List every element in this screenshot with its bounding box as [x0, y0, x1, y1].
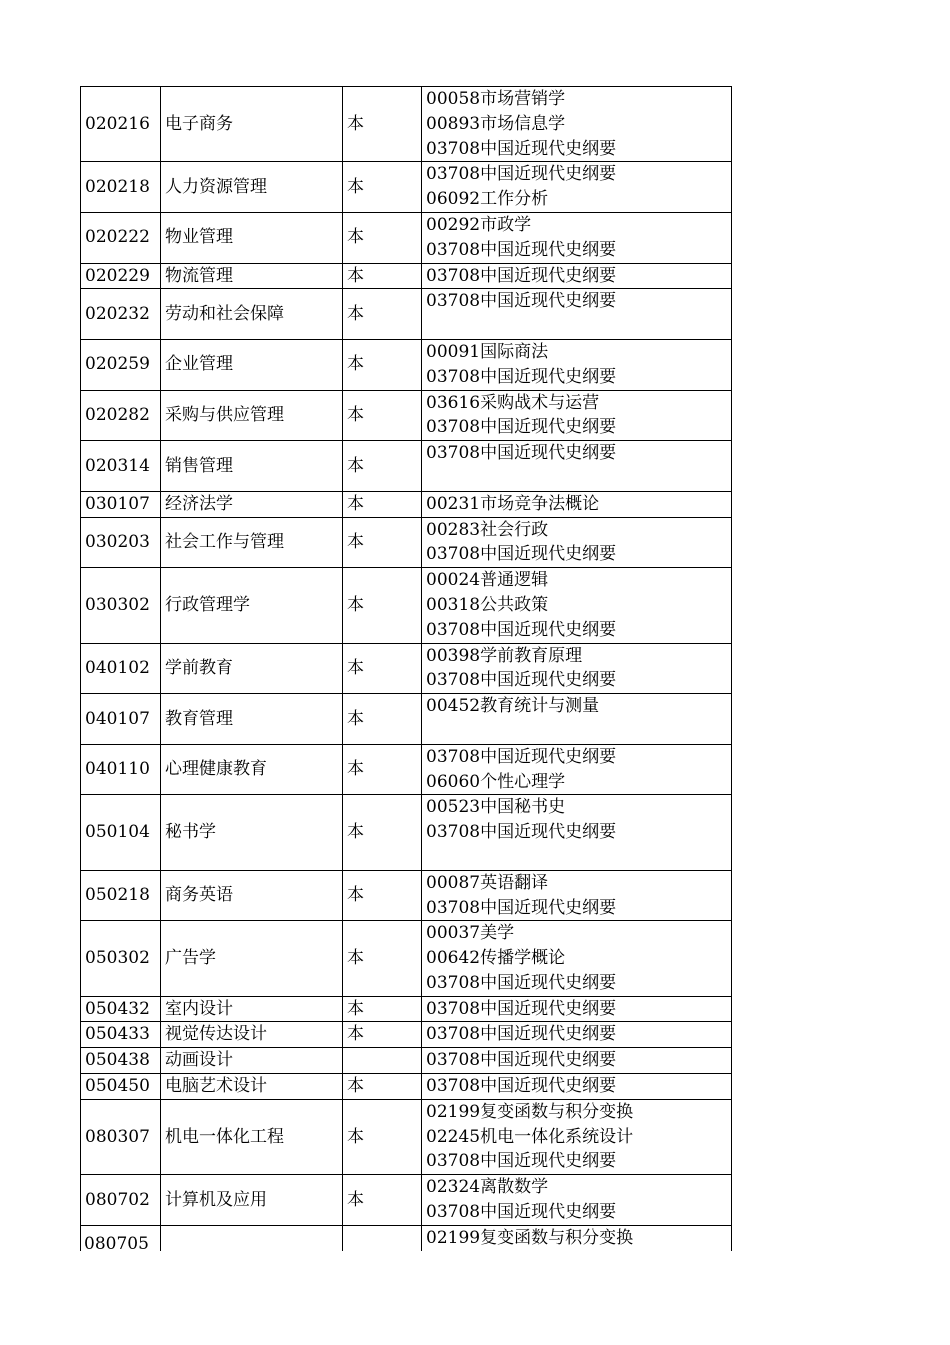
courses-cell [422, 212, 732, 263]
course-item: 00318公共政策 [426, 594, 549, 615]
major-name-cell: 电子商务 [161, 87, 343, 162]
major-name-cell: 经济法学 [161, 491, 343, 517]
course-item: 00024普通逻辑 [426, 570, 549, 591]
course-item: 00231市场竞争法概论 [426, 493, 600, 514]
major-code-cell: 040107 [81, 694, 161, 745]
course-item: 03708中国近现代史纲要 [426, 239, 617, 260]
courses-cell [422, 795, 732, 870]
level-cell: 本 [343, 263, 422, 289]
level-cell: 本 [343, 289, 422, 340]
major-name-cell: 企业管理 [161, 339, 343, 390]
table-row [81, 694, 732, 745]
major-code-cell: 020232 [81, 289, 161, 340]
table-row [81, 87, 732, 162]
table-row [81, 568, 732, 643]
course-item: 03708中国近现代史纲要 [426, 619, 617, 640]
major-code-cell: 050433 [81, 1022, 161, 1048]
course-item: 00037美学 [426, 923, 515, 944]
major-name-cell: 物流管理 [161, 263, 343, 289]
major-code-cell: 020229 [81, 263, 161, 289]
table-row [81, 339, 732, 390]
course-item: 06092工作分析 [426, 189, 549, 210]
courses-cell [422, 870, 732, 921]
major-code-cell: 050432 [81, 996, 161, 1022]
major-name-cell: 机电一体化工程 [161, 1099, 343, 1174]
table-row [81, 643, 732, 694]
course-item: 00087英语翻译 [426, 872, 549, 893]
course-item: 03708中国近现代史纲要 [426, 1202, 617, 1223]
course-item: 06060个性心理学 [426, 771, 566, 792]
major-name-cell: 社会工作与管理 [161, 517, 343, 568]
course-item: 03708中国近现代史纲要 [426, 291, 617, 312]
table-row [81, 441, 732, 492]
trailing-major-code: 080705 [84, 1234, 149, 1254]
courses-cell [422, 87, 732, 162]
courses-cell [422, 1048, 732, 1074]
course-item: 03708中国近现代史纲要 [426, 138, 617, 159]
course-item: 03708中国近现代史纲要 [426, 972, 617, 993]
major-name-cell: 动画设计 [161, 1048, 343, 1074]
level-cell: 本 [343, 694, 422, 745]
table-row [81, 1225, 732, 1250]
major-code-cell: 050104 [81, 795, 161, 870]
course-item: 00523中国秘书史 [426, 797, 566, 818]
level-cell: 本 [343, 996, 422, 1022]
table-row [81, 744, 732, 795]
course-table-body [81, 87, 732, 1251]
courses-cell [422, 643, 732, 694]
course-item: 00058市场营销学 [426, 89, 566, 109]
level-cell: 本 [343, 744, 422, 795]
major-code-cell: 080307 [81, 1099, 161, 1174]
course-item: 02199复变函数与积分变换 [426, 1101, 634, 1122]
major-code-cell: 040102 [81, 643, 161, 694]
major-name-cell: 劳动和社会保障 [161, 289, 343, 340]
course-item: 02324离散数学 [426, 1177, 549, 1198]
table-row [81, 1099, 732, 1174]
course-item: 03708中国近现代史纲要 [426, 1024, 617, 1045]
major-name-cell: 视觉传达设计 [161, 1022, 343, 1048]
course-item: 03708中国近现代史纲要 [426, 265, 617, 286]
courses-cell [422, 921, 732, 996]
course-item: 00398学前教育原理 [426, 645, 583, 666]
courses-cell [422, 1074, 732, 1100]
major-name-cell: 广告学 [161, 921, 343, 996]
major-name-cell: 人力资源管理 [161, 162, 343, 213]
course-item: 03708中国近现代史纲要 [426, 746, 617, 767]
major-name-cell: 销售管理 [161, 441, 343, 492]
major-code-cell: 050438 [81, 1048, 161, 1074]
major-name-cell: 室内设计 [161, 996, 343, 1022]
course-item: 03708中国近现代史纲要 [426, 1050, 617, 1071]
major-name-cell: 教育管理 [161, 694, 343, 745]
courses-cell [422, 441, 732, 492]
major-code-cell: 020314 [81, 441, 161, 492]
courses-cell [422, 263, 732, 289]
level-cell: 本 [343, 795, 422, 870]
table-row [81, 1022, 732, 1048]
level-cell: 本 [343, 390, 422, 441]
courses-cell [422, 744, 732, 795]
courses-cell [422, 694, 732, 745]
level-cell: 本 [343, 870, 422, 921]
courses-cell [422, 390, 732, 441]
course-item: 03708中国近现代史纲要 [426, 443, 617, 464]
course-item: 02199复变函数与积分变换 [426, 1227, 634, 1248]
level-cell: 本 [343, 517, 422, 568]
course-item: 03708中国近现代史纲要 [426, 366, 617, 387]
course-item: 03708中国近现代史纲要 [426, 544, 617, 565]
course-item: 03708中国近现代史纲要 [426, 1076, 617, 1097]
table-row [81, 1048, 732, 1074]
table-row [81, 1074, 732, 1100]
table-row [81, 289, 732, 340]
table-row [81, 517, 732, 568]
major-code-cell: 020282 [81, 390, 161, 441]
level-cell: 本 [343, 568, 422, 643]
course-item: 03708中国近现代史纲要 [426, 1151, 617, 1172]
major-name-cell: 物业管理 [161, 212, 343, 263]
major-name-cell: 商务英语 [161, 870, 343, 921]
courses-cell [422, 1175, 732, 1226]
courses-cell [422, 996, 732, 1022]
course-item: 03708中国近现代史纲要 [426, 822, 617, 843]
major-code-cell: 020259 [81, 339, 161, 390]
courses-cell [422, 289, 732, 340]
major-code-cell: 030107 [81, 491, 161, 517]
course-item: 02245机电一体化系统设计 [426, 1126, 634, 1147]
major-code-cell: 020222 [81, 212, 161, 263]
course-item: 00893市场信息学 [426, 113, 566, 134]
major-code-cell: 020216 [81, 87, 161, 162]
table-row [81, 263, 732, 289]
level-cell: 本 [343, 921, 422, 996]
level-cell: 本 [343, 162, 422, 213]
table-row [81, 1175, 732, 1226]
major-name-cell: 秘书学 [161, 795, 343, 870]
level-cell: 本 [343, 643, 422, 694]
major-name-cell: 心理健康教育 [161, 744, 343, 795]
major-code-cell: 050302 [81, 921, 161, 996]
major-name-cell: 采购与供应管理 [161, 390, 343, 441]
table-row [81, 921, 732, 996]
course-item: 03708中国近现代史纲要 [426, 998, 617, 1019]
courses-cell [422, 162, 732, 213]
level-cell: 本 [343, 1099, 422, 1174]
major-code-cell: 030203 [81, 517, 161, 568]
level-cell [343, 1048, 422, 1074]
course-item: 03708中国近现代史纲要 [426, 670, 617, 691]
courses-cell [422, 1022, 732, 1048]
course-table [80, 86, 732, 1251]
level-cell: 本 [343, 339, 422, 390]
level-cell: 本 [343, 87, 422, 162]
major-code-cell: 020218 [81, 162, 161, 213]
courses-cell [422, 517, 732, 568]
level-cell: 本 [343, 1074, 422, 1100]
major-name-cell: 行政管理学 [161, 568, 343, 643]
course-item: 00091国际商法 [426, 341, 549, 362]
level-cell: 本 [343, 1175, 422, 1226]
course-item: 00452教育统计与测量 [426, 696, 600, 717]
courses-cell [422, 339, 732, 390]
major-code-cell: 080702 [81, 1175, 161, 1226]
course-item: 03708中国近现代史纲要 [426, 164, 617, 185]
level-cell [343, 1225, 422, 1250]
courses-cell [422, 1225, 732, 1250]
level-cell: 本 [343, 212, 422, 263]
level-cell: 本 [343, 1022, 422, 1048]
table-row [81, 390, 732, 441]
major-name-cell: 计算机及应用 [161, 1175, 343, 1226]
major-code-cell: 040110 [81, 744, 161, 795]
table-row [81, 795, 732, 870]
major-name-cell: 电脑艺术设计 [161, 1074, 343, 1100]
level-cell: 本 [343, 491, 422, 517]
major-code-cell: 030302 [81, 568, 161, 643]
course-item: 03616采购战术与运营 [426, 392, 600, 413]
table-row [81, 996, 732, 1022]
major-name-cell: 学前教育 [161, 643, 343, 694]
course-item: 00292市政学 [426, 214, 532, 235]
course-item: 00283社会行政 [426, 519, 549, 540]
courses-cell [422, 491, 732, 517]
course-item: 00642传播学概论 [426, 948, 566, 969]
table-row [81, 162, 732, 213]
major-name-cell [161, 1225, 343, 1250]
table-row [81, 212, 732, 263]
course-item: 03708中国近现代史纲要 [426, 417, 617, 438]
table-row [81, 491, 732, 517]
major-code-cell: 050450 [81, 1074, 161, 1100]
courses-cell [422, 568, 732, 643]
course-table-sheet [80, 86, 731, 1251]
level-cell: 本 [343, 441, 422, 492]
courses-cell [422, 1099, 732, 1174]
major-code-cell: 050218 [81, 870, 161, 921]
course-item: 03708中国近现代史纲要 [426, 897, 617, 918]
table-row [81, 870, 732, 921]
